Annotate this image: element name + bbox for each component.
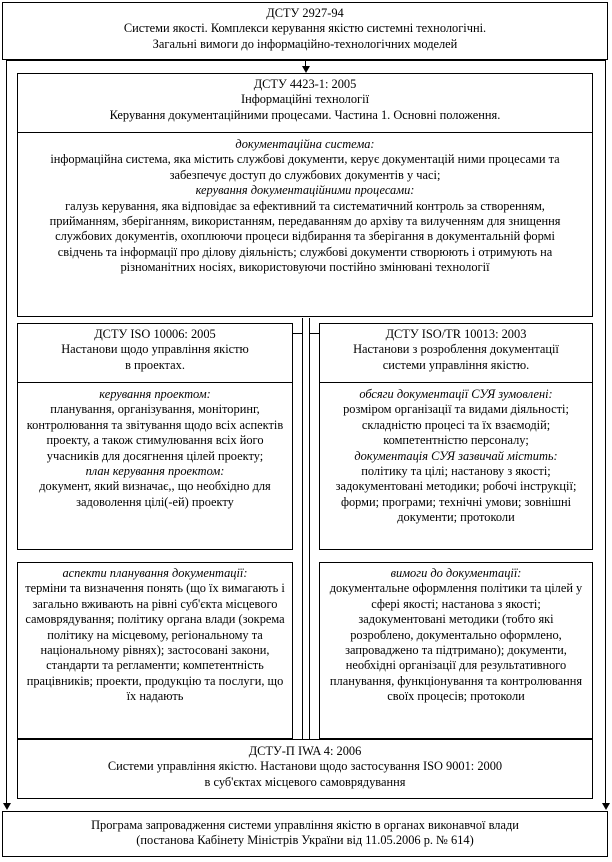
dstu-iwa4-line-2: в суб'єктах місцевого самоврядування [204, 774, 406, 789]
term-project-plan: план керування проектом: [85, 464, 225, 479]
dstu-4423-box [17, 73, 593, 317]
dstu-2927-box [2, 2, 608, 60]
trunk-left-line [302, 318, 303, 739]
program-line-1: Програма запровадження системи управління якістю в органах виконавчої влади [91, 818, 519, 832]
dstu-4423-line-2: Керування документаційними процесами. Частина 1. Основні положення. [109, 107, 501, 122]
term-project-management: керування проектом: [99, 387, 211, 401]
branch-right-line [309, 333, 319, 334]
dstu-4423-header [18, 77, 592, 123]
dstu-10013-header [320, 327, 592, 373]
left-arrow-to-program [3, 803, 11, 810]
term-qms-documentation-extent: обсяги документації СУЯ зумовлені: [359, 387, 553, 401]
dstu-2927-line-1: Системи якості. Комплекси керування якістю системні технологічні. [123, 21, 487, 36]
left-connector-line [6, 60, 7, 805]
def-documentation-system: інформаційна система, яка містить службові документи, керує документацій ними процесами та забезпечує доступ до службових документів у часі; [50, 152, 560, 182]
def-documentation-planning-aspects: терміни та визначення понять (що їх вимагають і загально вживають на рівні суб'єкта місцевого самоврядування; політику органа влади (зокрема політику на місцевому, регіональному та національному рівнях); застосовані закони, стандарти та регламенти; компетентність працівників; проекти, продукцію та послуги, що їх надають [25, 581, 285, 704]
dstu-2927-line-2: Загальні вимоги до інформаційно-технологічних моделей [152, 36, 458, 51]
dstu-10006-definitions [18, 387, 292, 510]
def-qms-documentation-extent: розміром організації та видами діяльності; складністю процесі та їх взаємодій; компетентністю персоналу; [343, 402, 569, 448]
term-documentation-planning-aspects: аспекти планування документації: [62, 566, 248, 580]
documentation-requirements-box [319, 562, 593, 739]
arrow-to-dstu-4423 [302, 66, 310, 73]
trunk-right-line [309, 318, 310, 739]
dstu-10006-line-1: Настанови щодо управління якістю [61, 342, 249, 357]
right-connector-line [605, 60, 606, 805]
documentation-planning-aspects-box [17, 562, 293, 739]
dstu-iwa4-box [17, 739, 593, 799]
dstu-10013-line-1: Настанови з розроблення документації [353, 342, 559, 357]
program-box [2, 811, 608, 857]
dstu-4423-definitions [18, 137, 592, 276]
def-records-management: галузь керування, яка відповідає за ефективний та систематичний контроль за створенням, прийманням, зберіганням, використанням, передаванням до архіву та вилученням для знищення службових документів, охоплюючи процеси відбирання та зберігання в документальній формі свідчень та інформації про ділову діяльність; службові документи створюють і отримують на різноманітних носіях, використовуючи постійно змінювані технології [49, 198, 561, 275]
dstu-10013-divider [320, 382, 592, 383]
def-documentation-requirements: документальне оформлення політики та цілей у сфері якості; настанова з якості; задокументовані методики (тобто які розроблено, документально оформлено, запроваджено та підтримано); документи, необхідні організації для результативного планування, функціонування та контролювання своїх процесів; протоколи [329, 581, 583, 704]
def-project-management: планування, організування, моніторинг, контролювання та звітування щодо всіх аспектів проекту, а також стимулювання всіх його учасників для досягнення цілей проекту; [26, 402, 284, 463]
term-records-management: керування документаційними процесами: [195, 183, 415, 198]
term-documentation-requirements: вимоги до документації: [390, 566, 522, 580]
dstu-4423-divider [18, 132, 592, 133]
dstu-10013-box [319, 323, 593, 550]
dstu-2927-title: ДСТУ 2927-94 [266, 6, 344, 20]
program-line-2: (постанова Кабінету Міністрів України від 11.05.2006 р. № 614) [136, 833, 474, 848]
right-arrow-to-program [602, 803, 610, 810]
def-project-plan: документ, який визначає,, що необхідно для задоволення цілі(-ей) проекту [39, 479, 271, 509]
top-bus-line [6, 60, 606, 61]
dstu-iwa4-line-1: Системи управління якістю. Настанови щодо застосування ISO 9001: 2000 [107, 759, 503, 774]
dstu-10006-title: ДСТУ ISO 10006: 2005 [94, 327, 216, 341]
dstu-4423-line-1: Інформаційні технології [240, 92, 370, 107]
dstu-4423-title: ДСТУ 4423-1: 2005 [253, 77, 357, 91]
dstu-10013-definitions [320, 387, 592, 526]
dstu-iwa4-title: ДСТУ-П IWA 4: 2006 [248, 744, 362, 758]
branch-left-line [293, 333, 303, 334]
dstu-10006-line-2: в проектах. [125, 357, 185, 372]
dstu-10006-box [17, 323, 293, 550]
dstu-10006-divider [18, 382, 292, 383]
dstu-10013-title: ДСТУ ISO/TR 10013: 2003 [385, 327, 527, 341]
def-qms-documentation-contains: політику та цілі; настанову з якості; задокументовані методики; робочі інструкції; форми; програми; технічні умови; зовнішні документи; протоколи [335, 464, 577, 525]
dstu-10006-header [18, 327, 292, 373]
term-qms-documentation-contains: документація СУЯ зазвичай містить: [354, 448, 558, 463]
dstu-10013-line-2: системи управління якістю. [382, 357, 530, 372]
term-documentation-system: документаційна система: [235, 137, 375, 151]
